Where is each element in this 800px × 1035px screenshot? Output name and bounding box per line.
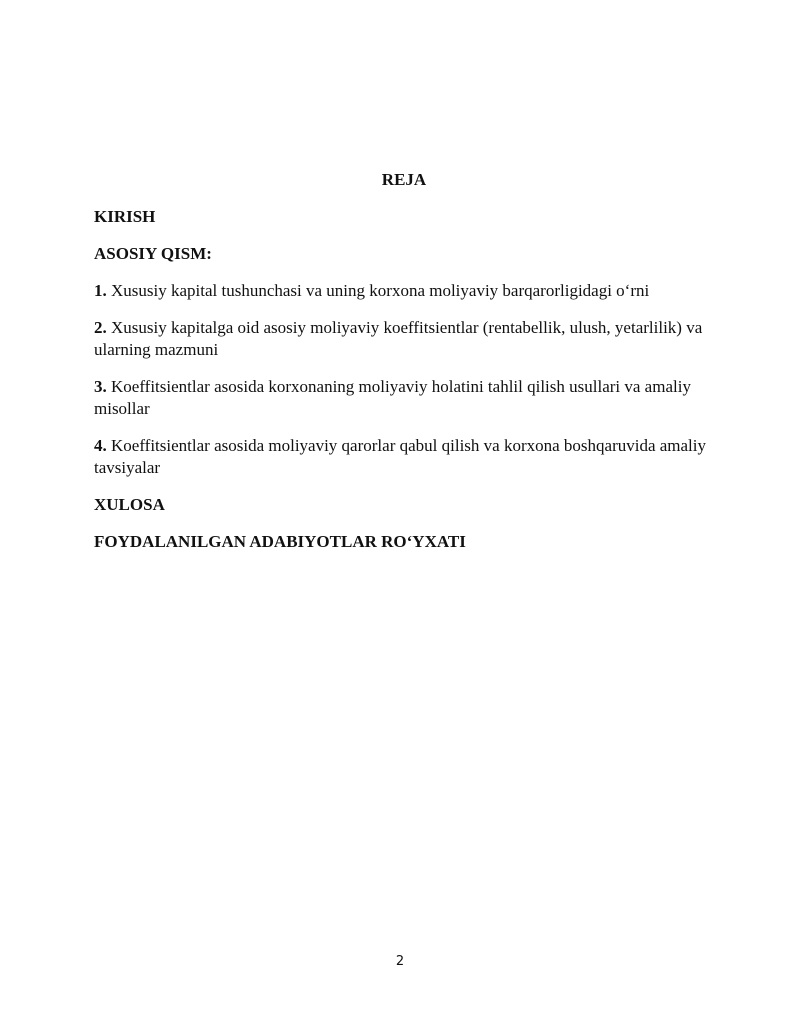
plan-item-number: 3. bbox=[94, 377, 107, 396]
references-heading: FOYDALANILGAN ADABIYOTLAR RO‘YXATI bbox=[94, 532, 466, 551]
page-number: 2 bbox=[395, 954, 405, 969]
plan-item-2 bbox=[94, 317, 714, 361]
plan-item-text: Koeffitsientlar asosida korxonaning moliyaviy holatini tahlil qilish usullari va amaliy misollar bbox=[94, 377, 691, 418]
plan-content bbox=[94, 169, 714, 568]
plan-item-number: 2. bbox=[94, 318, 107, 337]
conclusion-heading: XULOSA bbox=[94, 495, 165, 514]
intro-heading: KIRISH bbox=[94, 207, 156, 226]
plan-item-text: Koeffitsientlar asosida moliyaviy qarorlar qabul qilish va korxona boshqaruvida amaliy tavsiyalar bbox=[94, 436, 707, 477]
plan-item-text: Xususiy kapitalga oid asosiy moliyaviy koeffitsientlar (rentabellik, ulush, yetarlilik) va ularning mazmuni bbox=[94, 318, 703, 359]
plan-item-3 bbox=[94, 376, 714, 420]
main-part-heading: ASOSIY QISM: bbox=[94, 244, 212, 263]
plan-item-number: 4. bbox=[94, 436, 107, 455]
plan-title: REJA bbox=[381, 170, 427, 189]
plan-item-4 bbox=[94, 435, 714, 479]
plan-item-number: 1. bbox=[94, 281, 107, 300]
plan-item-text: Xususiy kapital tushunchasi va uning korxona moliyaviy barqarorligidagi o‘rni bbox=[111, 281, 650, 300]
plan-item-1 bbox=[94, 280, 714, 302]
